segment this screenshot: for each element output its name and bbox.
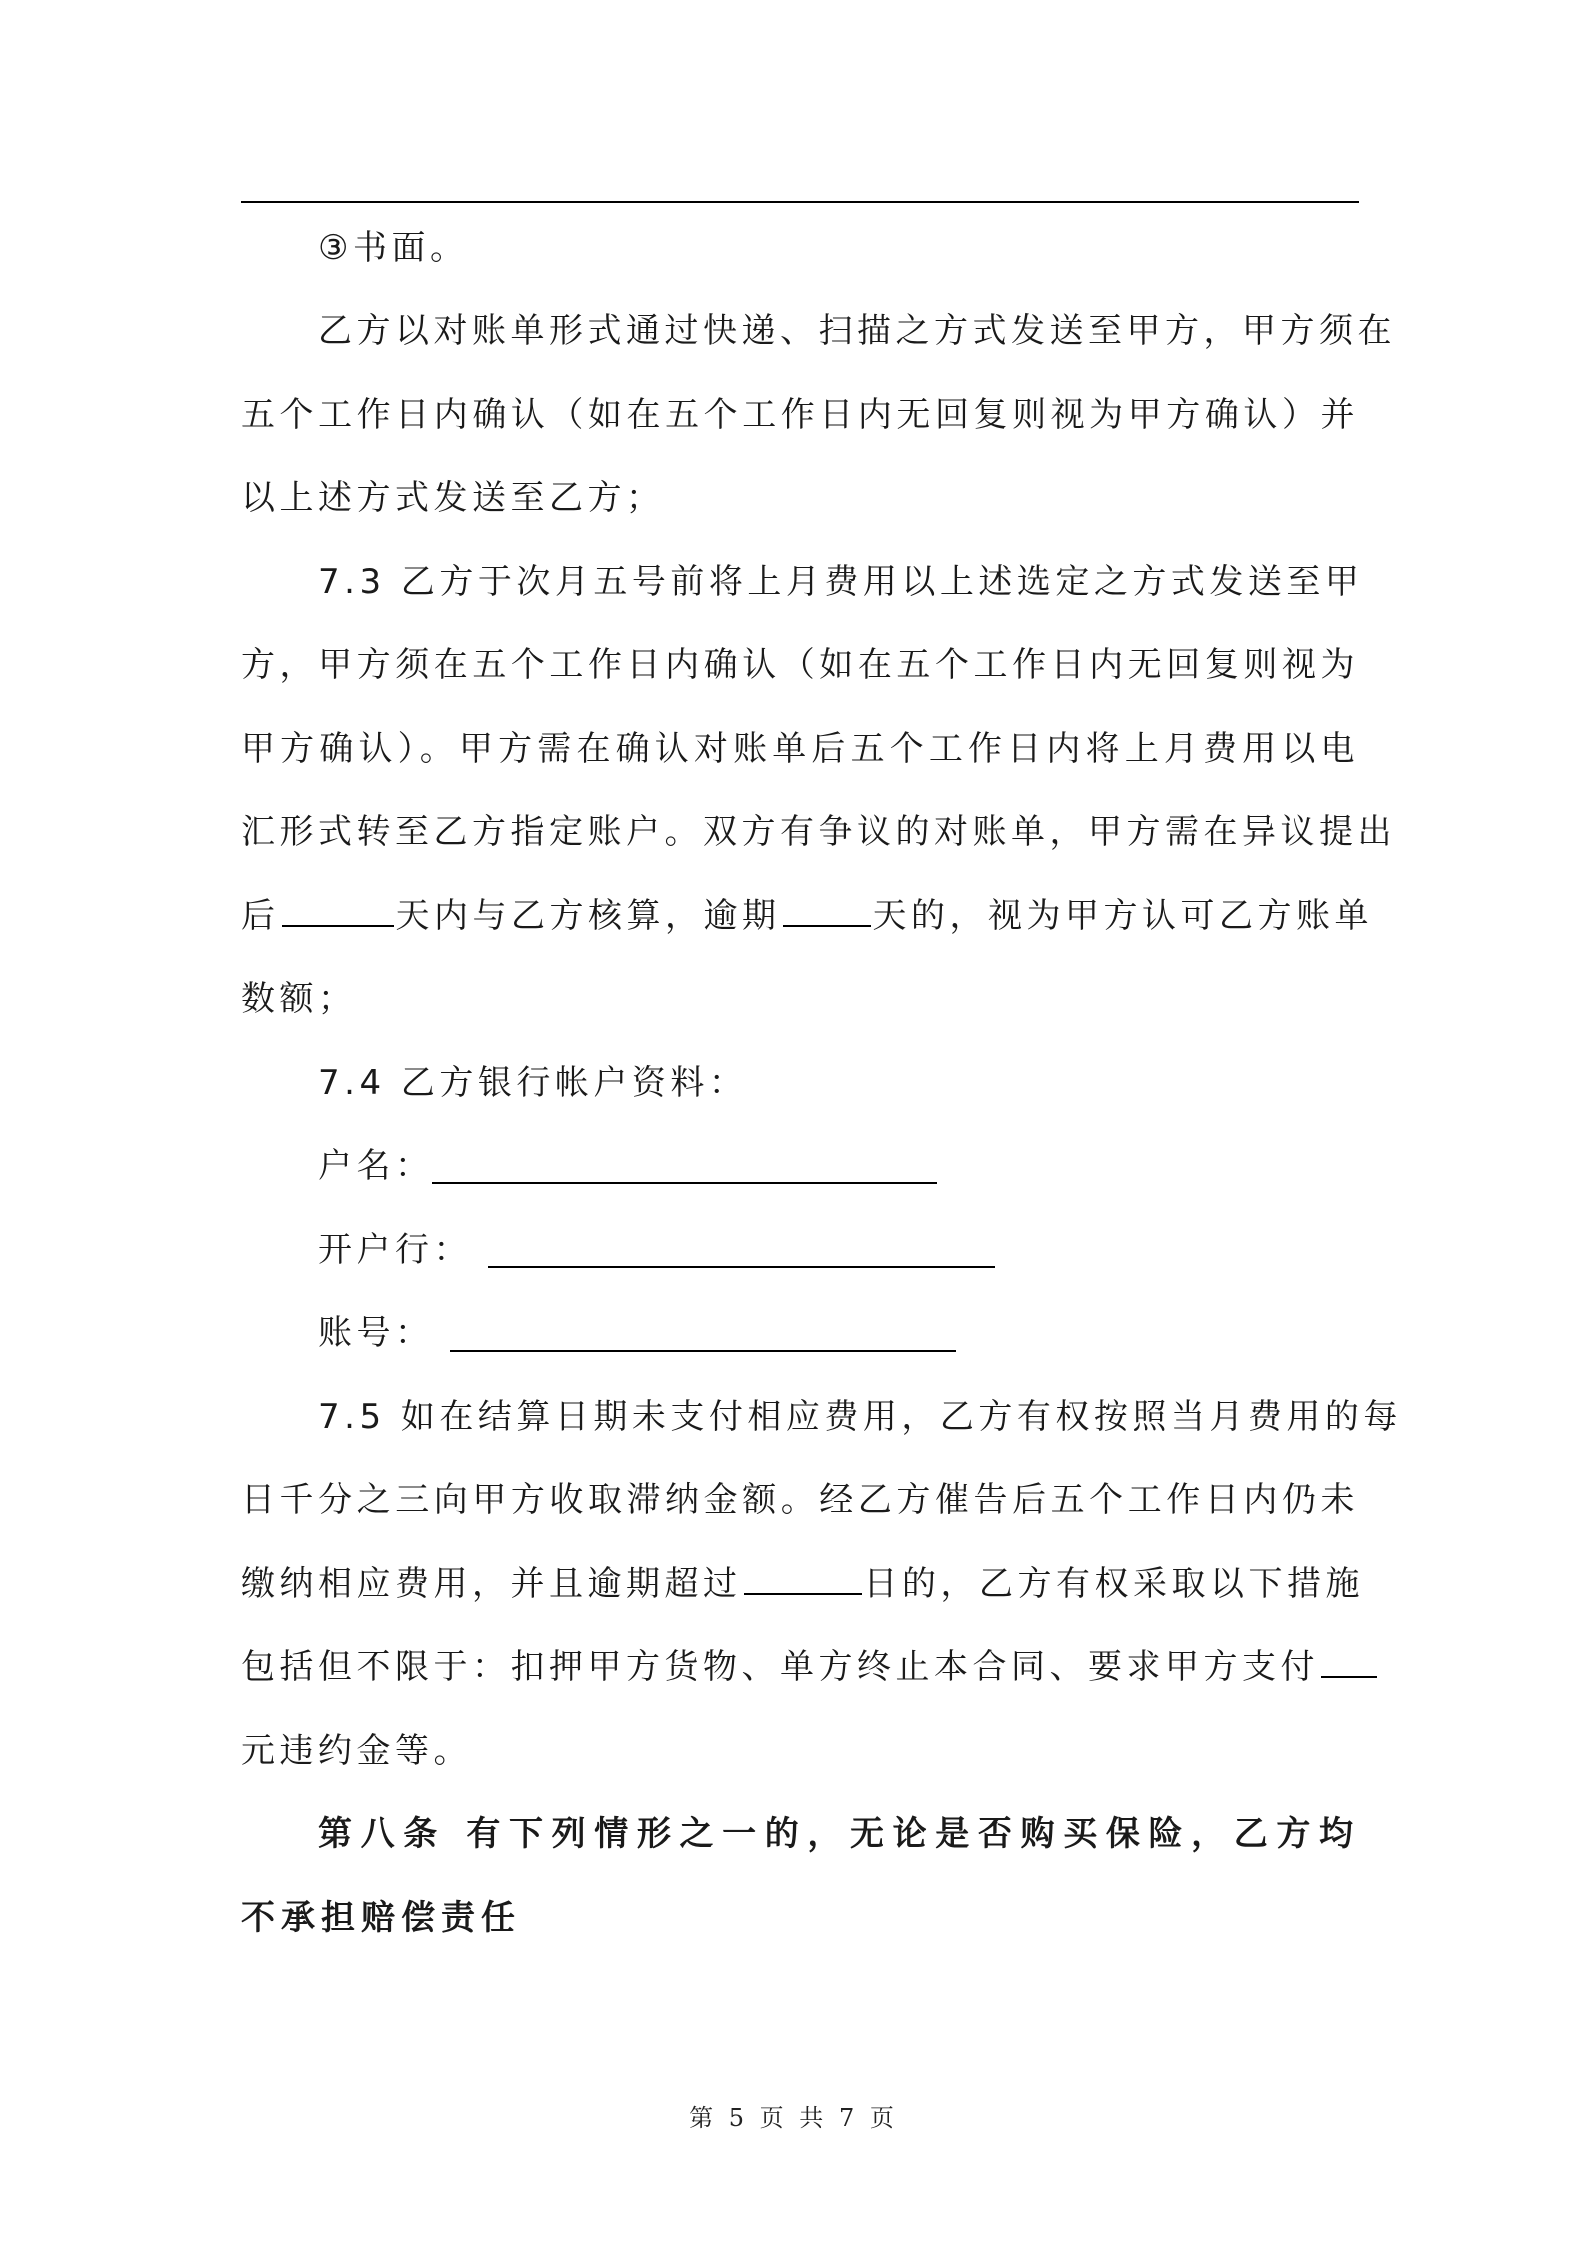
clause-7-5-line: 7.5 如在结算日期未支付相应费用，乙方有权按照当月费用的每 xyxy=(318,1397,1402,1437)
account-name-field[interactable] xyxy=(432,1182,937,1184)
clause-7-5-line-blank xyxy=(241,1564,1364,1604)
paragraph-line: 五个工作日内确认（如在五个工作日内无回复则视为甲方确认）并 xyxy=(241,395,1359,435)
blank-penalty-amount[interactable] xyxy=(1321,1648,1377,1678)
clause-7-3-line: 数额； xyxy=(241,979,357,1019)
clause-7-3-line-blanks xyxy=(241,896,1373,936)
clause-7-3-line: 方，甲方须在五个工作日内确认（如在五个工作日内无回复则视为 xyxy=(241,645,1359,685)
paragraph-line: 乙方以对账单形式通过快递、扫描之方式发送至甲方，甲方须在 xyxy=(318,311,1396,351)
blank-days-1[interactable] xyxy=(282,897,394,927)
clause-7-5-line: 元违约金等。 xyxy=(241,1731,472,1771)
account-number-field[interactable] xyxy=(450,1350,956,1352)
text: 天的，视为甲方认可乙方账单 xyxy=(872,896,1373,936)
text: 包括但不限于：扣押甲方货物、单方终止本合同、要求甲方支付 xyxy=(241,1647,1319,1687)
clause-7-5-line-blank xyxy=(241,1647,1359,1687)
text: 后 xyxy=(241,896,280,936)
clause-7-5-line: 日千分之三向甲方收取滞纳金额。经乙方催告后五个工作日内仍未 xyxy=(241,1480,1359,1520)
text: 天内与乙方核算，逾期 xyxy=(395,896,781,936)
account-number-label: 账号： xyxy=(318,1313,434,1353)
text: 缴纳相应费用，并且逾期超过 xyxy=(241,1564,742,1604)
blank-overdue-days[interactable] xyxy=(744,1565,862,1595)
paragraph-line: 以上述方式发送至乙方； xyxy=(241,478,665,518)
clause-7-3-line: 甲方确认）。甲方需在确认对账单后五个工作日内将上月费用以电 xyxy=(241,729,1359,769)
page-number: 第 5 页 共 7 页 xyxy=(689,2104,898,2132)
clause-7-3-line: 7.3 乙方于次月五号前将上月费用以上述选定之方式发送至甲 xyxy=(318,562,1364,602)
bank-name-label: 开户行： xyxy=(318,1230,472,1270)
item-written: ③书面。 xyxy=(318,228,469,268)
article-8-heading: 不承担赔偿责任 xyxy=(241,1898,521,1938)
bank-name-field[interactable] xyxy=(488,1266,995,1268)
blank-days-2[interactable] xyxy=(783,897,871,927)
bank-info-title: 7.4 乙方银行帐户资料： xyxy=(318,1063,748,1103)
article-8-heading: 第八条 有下列情形之一的，无论是否购买保险，乙方均 xyxy=(318,1814,1359,1854)
header-rule xyxy=(241,201,1359,203)
clause-7-3-line: 汇形式转至乙方指定账户。双方有争议的对账单，甲方需在异议提出 xyxy=(241,812,1396,852)
text: 日的，乙方有权采取以下措施 xyxy=(863,1564,1364,1604)
account-name-label: 户名： xyxy=(318,1146,434,1186)
